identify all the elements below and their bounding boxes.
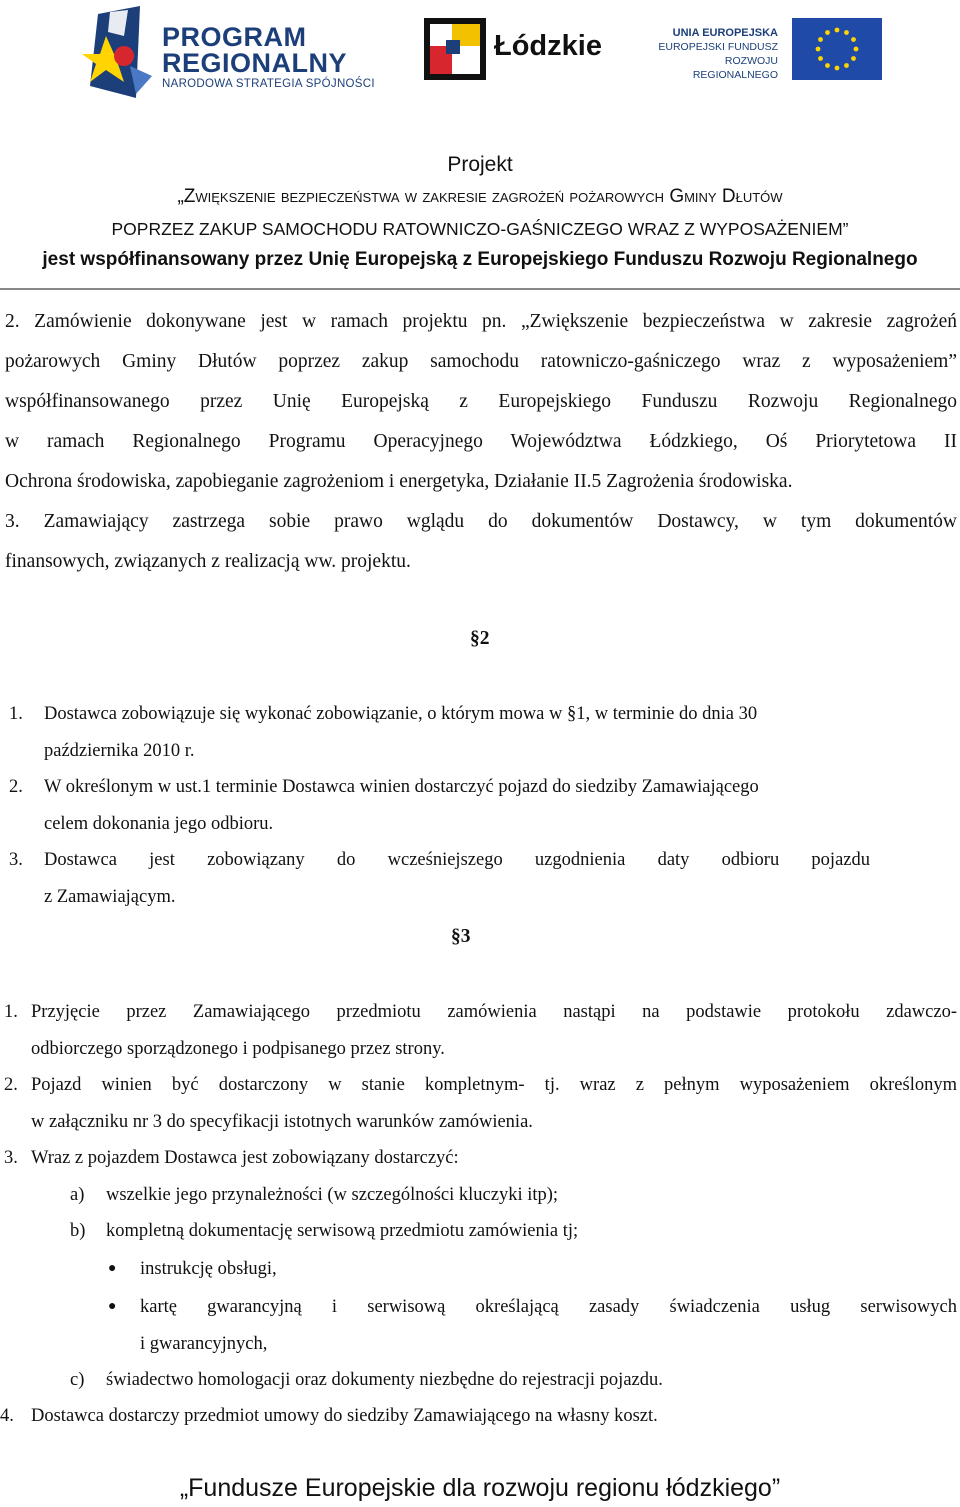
sec3-item-line: Dostawca dostarczy przedmiot umowy do siedziby Zamawiającego na własny koszt.	[31, 1406, 658, 1426]
p3-line: finansowych, związanych z realizacją ww. projektu.	[5, 551, 411, 572]
p2-line: współfinansowanego przez Unię Europejską z Europejskiego Funduszu Rozwoju Regionalnego	[5, 391, 957, 412]
p2-line: Ochrona środowiska, zapobieganie zagrożeniom i energetyka, Działanie II.5 Zagrożenia środowiska.	[5, 471, 793, 492]
eu-logo-line1: UNIA EUROPEJSKA	[672, 27, 778, 39]
sec2-item-number: 3.	[9, 850, 23, 870]
sec3-item-number: 3.	[4, 1148, 18, 1168]
sec2-item-line: W określonym w ust.1 terminie Dostawca winien dostarczyć pojazd do siedziby Zamawiającego	[44, 777, 759, 797]
program-logo-line3: NARODOWA STRATEGIA SPÓJNOŚCI	[162, 78, 375, 90]
eu-logo-line3: ROZWOJU REGIONALNEGO	[692, 55, 778, 81]
footer-slogan: „Fundusze Europejskie dla rozwoju regionu łódzkiego”	[179, 1474, 781, 1502]
sec3-item-line: odbiorczego sporządzonego i podpisanego przez strony.	[31, 1038, 445, 1059]
lodzkie-logo	[424, 18, 602, 80]
sub-c-label: c)	[70, 1370, 85, 1390]
sec2-item-number: 2.	[9, 777, 23, 797]
sub-b-label: b)	[70, 1221, 86, 1241]
sec2-item-line: z Zamawiającym.	[44, 886, 176, 907]
sec3-item-line: Wraz z pojazdem Dostawca jest zobowiązany dostarczyć:	[31, 1148, 459, 1168]
sub-a-label: a)	[70, 1185, 85, 1205]
lodzkie-emblem-icon	[424, 18, 486, 80]
sec3-item-number: 1.	[4, 1002, 18, 1022]
program-regionalny-emblem-icon	[80, 6, 160, 98]
eu-logo	[640, 18, 882, 82]
program-logo-line2: REGIONALNY	[162, 48, 348, 78]
sec3-item-number: 4.	[0, 1406, 14, 1426]
section-3-heading: §3	[451, 926, 471, 947]
bullet-dot-icon: ●	[108, 1299, 117, 1314]
bullet-text: instrukcję obsługi,	[140, 1259, 277, 1279]
p2-line: w ramach Regionalnego Programu Operacyjnego Województwa Łódzkiego, Oś Priorytetowa II	[5, 431, 957, 452]
sub-a-text: wszelkie jego przynależności (w szczególności kluczyki itp);	[106, 1185, 559, 1205]
sec3-item-number: 2.	[4, 1075, 18, 1095]
bullet-text: i gwarancyjnych,	[140, 1333, 268, 1354]
sec3-item-line: Pojazd winien być dostarczony w stanie kompletnym- tj. wraz z pełnym wyposażeniem określonym	[31, 1075, 957, 1095]
header-cofinanced: jest współfinansowany przez Unię Europejską z Europejskiego Funduszu Rozwoju Regionalnego	[42, 249, 918, 270]
sec2-item-line: celem dokonania jego odbioru.	[44, 813, 274, 834]
logo-bar	[0, 0, 960, 110]
section-2-heading: §2	[470, 628, 490, 649]
p3-line: 3. Zamawiający zastrzega sobie prawo wglądu do dokumentów Dostawcy, w tym dokumentów	[5, 511, 957, 532]
lodzkie-logo-text: Łódzkie	[494, 30, 602, 62]
sec2-item-line: Dostawca zobowiązuje się wykonać zobowiązanie, o którym mowa w §1, w terminie do dnia 30	[44, 704, 758, 724]
sub-c-text: świadectwo homologacji oraz dokumenty niezbędne do rejestracji pojazdu.	[106, 1370, 663, 1390]
p2-line: pożarowych Gminy Dłutów poprzez zakup samochodu ratowniczo-gaśniczego wraz z wyposażeniem”	[5, 351, 957, 372]
header-projekt: Projekt	[447, 153, 513, 176]
sec2-item-line: Dostawca jest zobowiązany do wcześniejszego uzgodnienia daty odbioru pojazdu	[44, 850, 870, 870]
sub-b-text: kompletną dokumentację serwisową przedmiotu zamówienia tj;	[106, 1221, 579, 1241]
eu-flag-icon	[792, 18, 882, 80]
program-regionalny-logo	[80, 6, 390, 98]
sec2-item-number: 1.	[9, 704, 23, 724]
header-title-line1: „Zwiększenie bezpieczeństwa w zakresie zagrożeń pożarowych Gminy Dłutów	[177, 186, 783, 207]
sec2-item-line: października 2010 r.	[44, 740, 195, 761]
project-header	[0, 150, 960, 276]
program-logo-line1: PROGRAM	[162, 22, 307, 52]
header-title-line2: POPRZEZ ZAKUP SAMOCHODU RATOWNICZO-GAŚNICZEGO WRAZ Z WYPOSAŻENIEM”	[111, 219, 849, 239]
bullet-text: kartę gwarancyjną i serwisową określającą zasady świadczenia usług serwisowych	[140, 1297, 957, 1317]
eu-logo-line2: EUROPEJSKI FUNDUSZ	[658, 41, 778, 53]
header-divider	[0, 288, 960, 290]
sec3-item-line: Przyjęcie przez Zamawiającego przedmiotu zamówienia nastąpi na podstawie protokołu zdawczo-	[31, 1002, 957, 1022]
p2-line: 2. Zamówienie dokonywane jest w ramach projektu pn. „Zwiększenie bezpieczeństwa w zakresie zagrożeń	[5, 311, 957, 332]
sec3-item-line: w załączniku nr 3 do specyfikacji istotnych warunków zamówienia.	[31, 1111, 533, 1132]
bullet-dot-icon: ●	[108, 1261, 117, 1276]
